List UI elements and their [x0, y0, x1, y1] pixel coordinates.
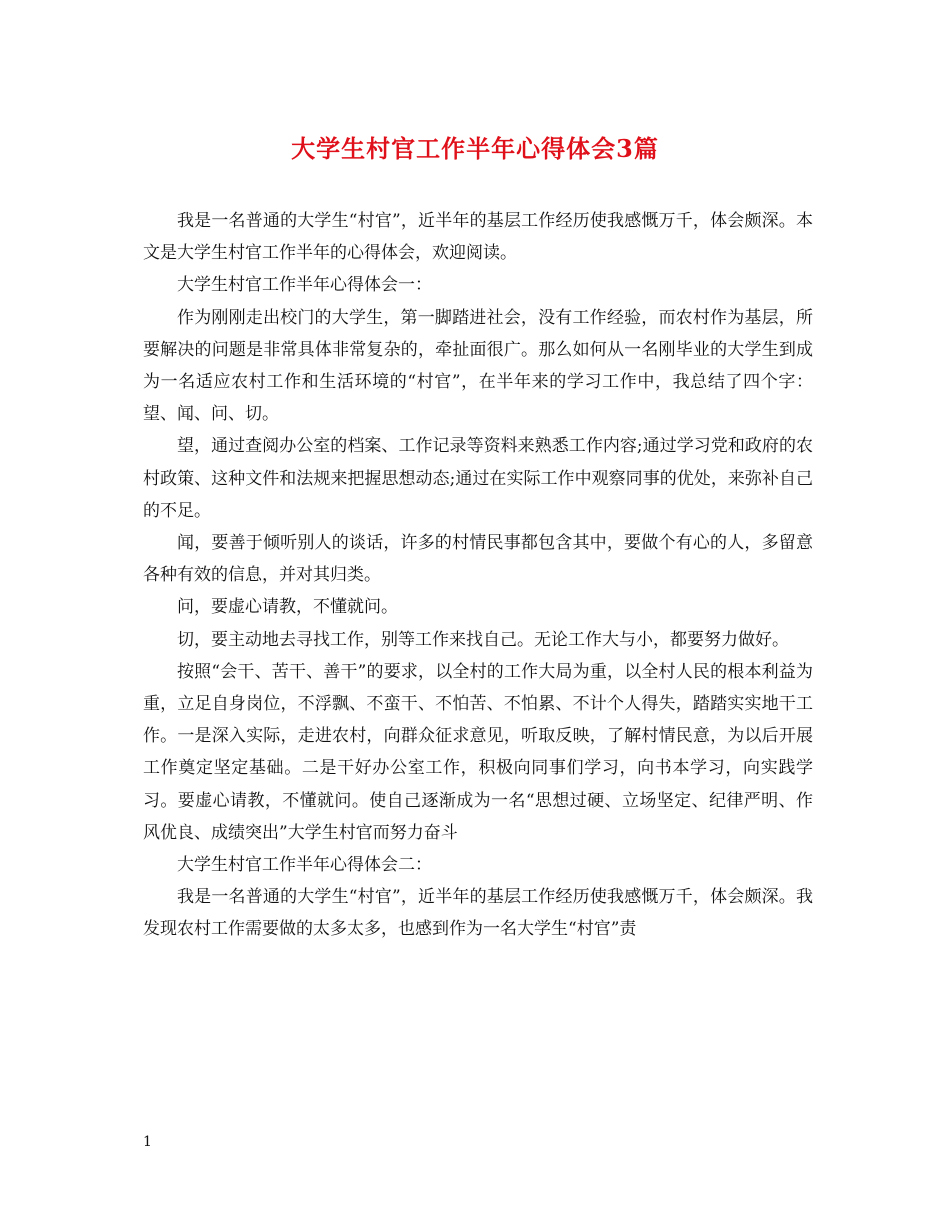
- paragraph: 切，要主动地去寻找工作，别等工作来找自己。无论工作大与小，都要努力做好。: [177, 629, 789, 650]
- paragraph: 望，通过查阅办公室的档案、工作记录等资料来熟悉工作内容;通过学习党和政府的农村政策、这种文件和法规来把握思想动态;通过在实际工作中观察同事的优处，来弥补自己的不足。: [143, 436, 813, 521]
- paragraph: 作为刚刚走出校门的大学生，第一脚踏进社会，没有工作经验，而农村作为基层，所要解决的问题是非常具体非常复杂的，牵扯面很广。那么如何从一名刚毕业的大学生到成为一名适应农村工作和生活环境的“村官”，在半年来的学习工作中，我总结了四个字：望、闻、问、切。: [143, 307, 813, 425]
- paragraph: 闻，要善于倾听别人的谈话，许多的村情民事都包含其中，要做个有心的人，多留意各种有效的信息，并对其归类。: [143, 533, 813, 586]
- paragraph-intro: 我是一名普通的大学生“村官”，近半年的基层工作经历使我感慨万千，体会颇深。本文是大学生村官工作半年的心得体会，欢迎阅读。: [143, 211, 813, 264]
- paragraph: 按照“会干、苦干、善干”的要求，以全村的工作大局为重，以全村人民的根本利益为重，立足自身岗位，不浮飘、不蛮干、不怕苦、不怕累、不计个人得失，踏踏实实地干工作。一是深入实际，走进农村，向群众征求意见，听取反映，了解村情民意，为以后开展工作奠定坚定基础。二是干好办公室工作，积极向同事们学习，向书本学习，向实践学习。要虚心请教，不懂就问。使自己逐渐成为一名“思想过硬、立场坚定、纪律严明、作风优良、成绩突出”大学生村官而努力奋斗: [143, 661, 813, 843]
- section-heading-one: 大学生村官工作半年心得体会一：: [177, 275, 432, 296]
- paragraph: 问，要虚心请教，不懂就问。: [177, 597, 398, 618]
- paragraph: 我是一名普通的大学生“村官”，近半年的基层工作经历使我感慨万千，体会颇深。我发现农村工作需要做的太多太多，也感到作为一名大学生“村官”责: [143, 887, 813, 940]
- page-number: 1: [143, 1134, 152, 1150]
- document-title: 大学生村官工作半年心得体会3篇: [291, 134, 659, 163]
- section-heading-two: 大学生村官工作半年心得体会二：: [177, 855, 432, 876]
- document-body: [143, 205, 813, 946]
